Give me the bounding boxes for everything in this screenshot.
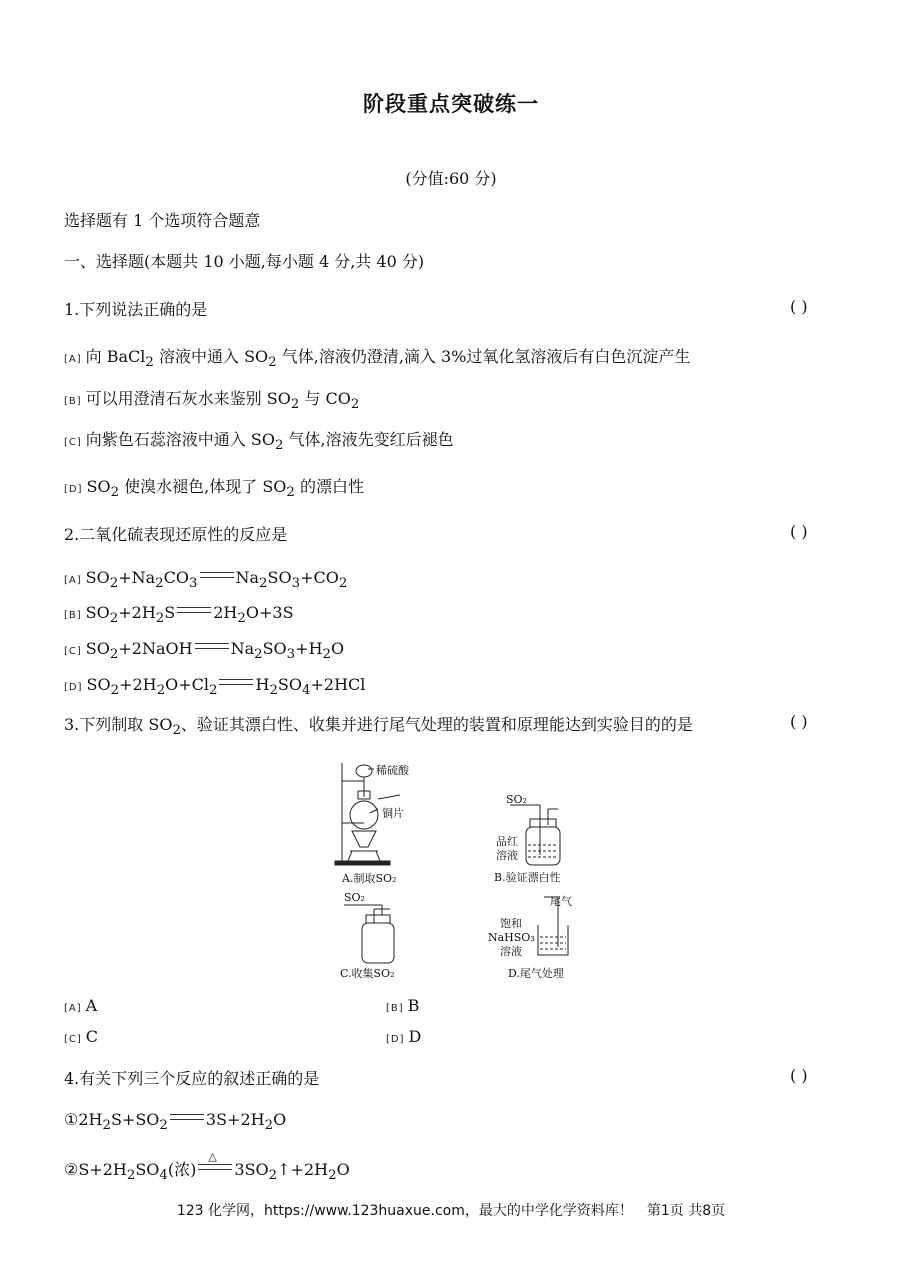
label-bao: 饱和 bbox=[500, 917, 522, 930]
answer-paren-3[interactable]: ( ) bbox=[790, 712, 808, 731]
q2-option-d[interactable]: [D] $SO_2+2H_2O+Cl_2$ $H_2SO_4+2HCl$ bbox=[64, 675, 366, 699]
option-tag: [B] bbox=[64, 610, 82, 621]
question-4-stem: 4.有关下列三个反应的叙述正确的是 bbox=[64, 1069, 320, 1088]
apparatus-figure bbox=[330, 755, 580, 985]
caption-b: B.验证漂白性 bbox=[494, 871, 561, 884]
option-tag: [A] bbox=[64, 354, 82, 365]
question-2-stem: 2.二氧化硫表现还原性的反应是 bbox=[64, 525, 288, 544]
heat-symbol: △ bbox=[208, 1150, 217, 1163]
q3-option-b[interactable]: [B] B bbox=[386, 996, 420, 1015]
label-nahso3: NaHSO₃ bbox=[488, 931, 535, 944]
option-tag: [D] bbox=[386, 1034, 405, 1045]
answer-paren-2[interactable]: ( ) bbox=[790, 522, 808, 541]
page-footer: 123 化学网，https://www.123huaxue.com，最大的中学化学资料库！ 第1页 共8页 bbox=[176, 1203, 726, 1219]
option-tag: [D] bbox=[64, 682, 83, 693]
q4-reaction-1: $①2H_2S+SO_2$ $3S+2H_2O$ bbox=[64, 1110, 287, 1134]
stand-base bbox=[335, 861, 390, 865]
option-tag: [A] bbox=[64, 1003, 82, 1014]
caption-d: D.尾气处理 bbox=[508, 967, 564, 980]
label-pinhong-1: 品红 bbox=[496, 835, 518, 848]
bottle-c bbox=[362, 923, 394, 963]
q1-option-d[interactable]: [D] $SO_2$ 使溴水褪色,体现了 $SO_2$ 的漂白性 bbox=[64, 477, 364, 501]
label-acid: 稀硫酸 bbox=[376, 764, 409, 777]
option-tag: [D] bbox=[64, 484, 83, 495]
option-tag: [C] bbox=[64, 1034, 82, 1045]
q1-option-c[interactable]: [C] 向紫色石蕊溶液中通入 $SO_2$ 气体,溶液先变红后褪色 bbox=[64, 430, 454, 454]
question-1-stem: 1.下列说法正确的是 bbox=[64, 300, 208, 319]
option-tag: [C] bbox=[64, 437, 82, 448]
label-so2-b: SO₂ bbox=[506, 793, 527, 806]
caption-c: C.收集SO₂ bbox=[340, 967, 395, 980]
label-tail: 尾气 bbox=[550, 895, 572, 908]
beaker-d bbox=[538, 925, 568, 955]
bottle-b bbox=[526, 827, 560, 865]
q2-option-c[interactable]: [C] $SO_2+2NaOH$ $Na_2SO_3+H_2O$ bbox=[64, 639, 345, 663]
q3-option-c[interactable]: [C] C bbox=[64, 1027, 99, 1046]
answer-paren-4[interactable]: ( ) bbox=[790, 1066, 808, 1085]
q3-option-d[interactable]: [D] D bbox=[386, 1027, 422, 1046]
label-copper: 铜片 bbox=[382, 807, 404, 820]
dropping-funnel bbox=[356, 765, 372, 777]
label-pinhong-2: 溶液 bbox=[496, 849, 518, 862]
instruction: 选择题有 1 个选项符合题意 bbox=[64, 211, 261, 230]
option-tag: [B] bbox=[386, 1003, 404, 1014]
label-so2-c: SO₂ bbox=[344, 891, 365, 904]
flask bbox=[350, 801, 378, 829]
question-3-stem: 3.下列制取 $SO_2$、验证其漂白性、收集并进行尾气处理的装置和原理能达到实验目的的是 bbox=[64, 715, 693, 739]
q1-option-a[interactable]: [A] 向 BaCl$_2$ 溶液中通入 $SO_2$ 气体,溶液仍澄清,滴入 3%过氧化氢溶液后有白色沉淀产生 bbox=[64, 347, 691, 371]
q4-reaction-2: $②S+2H_2SO_4$(浓) △ $3SO_2↑+2H_2O$ bbox=[64, 1150, 350, 1184]
option-tag: [A] bbox=[64, 575, 82, 586]
caption-a: A.制取SO₂ bbox=[342, 872, 397, 885]
option-tag: [B] bbox=[64, 396, 82, 407]
page-title: 阶段重点突破练一 bbox=[363, 91, 539, 116]
answer-paren-1[interactable]: ( ) bbox=[790, 297, 808, 316]
alcohol-lamp bbox=[352, 831, 376, 847]
score-note: (分值:60 分) bbox=[405, 169, 497, 188]
option-tag: [C] bbox=[64, 646, 82, 657]
q1-option-b[interactable]: [B] 可以用澄清石灰水来鉴别 $SO_2$ 与 $CO_2$ bbox=[64, 389, 360, 413]
q3-option-a[interactable]: [A] A bbox=[64, 996, 98, 1015]
q2-option-b[interactable]: [B] $SO_2+2H_2S$ $2H_2O+3S$ bbox=[64, 603, 294, 627]
q2-option-a[interactable]: [A] $SO_2+Na_2CO_3$ $Na_2SO_3+CO_2$ bbox=[64, 568, 348, 592]
section-heading: 一、选择题(本题共 10 小题,每小题 4 分,共 40 分) bbox=[64, 252, 425, 271]
label-rongye: 溶液 bbox=[500, 945, 522, 958]
